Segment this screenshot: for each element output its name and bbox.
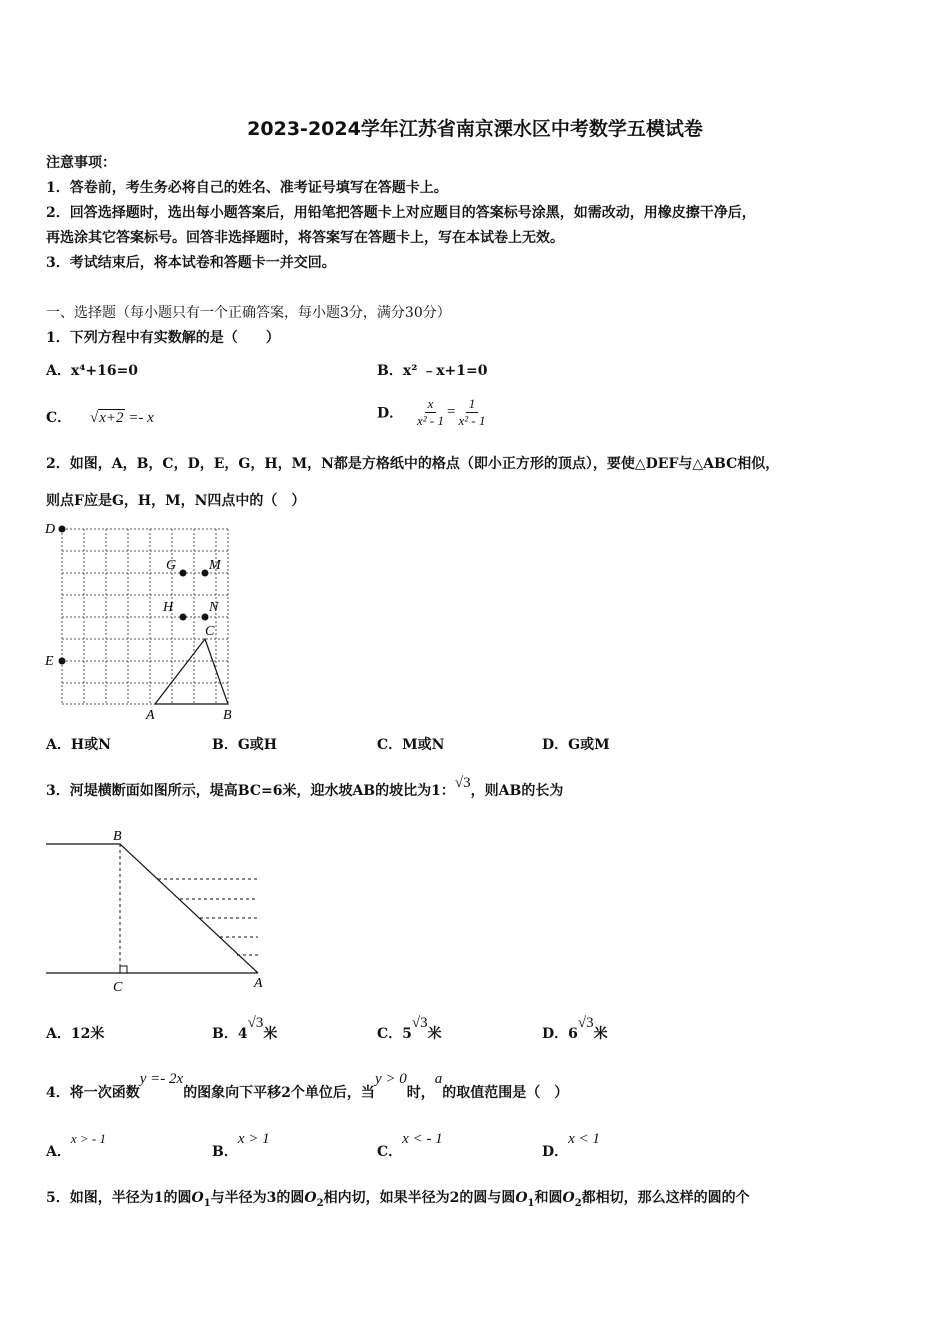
q4-c-label: C． xyxy=(377,1144,403,1160)
q4-stem xyxy=(46,1068,569,1101)
q4-d-text: x < 1 xyxy=(568,1131,600,1147)
q1-c-radicand: x+2 xyxy=(99,410,124,426)
q4-func: y =- 2x xyxy=(139,1071,184,1087)
q3-option-b xyxy=(212,1012,278,1042)
q3-stem-pre: 3．河堤横断面如图所示，堤高BC=6米，迎水坡AB的坡比为1： xyxy=(46,783,455,799)
q2-option-c: C．M或N xyxy=(377,737,445,753)
label-m: M xyxy=(209,558,221,573)
q5-o2: O xyxy=(304,1190,317,1206)
q1-option-d xyxy=(377,396,488,429)
q5-s2: 2 xyxy=(316,1197,324,1209)
q5-s4: 2 xyxy=(574,1197,582,1209)
q3-b-radicand: 3 xyxy=(255,1015,264,1031)
label-d: D xyxy=(45,522,56,537)
q1-d-num1: x xyxy=(425,396,437,413)
label-e: E xyxy=(45,654,54,669)
right-angle-mark xyxy=(120,966,127,973)
q4-option-d xyxy=(542,1128,600,1160)
q3-d-label: D．6 xyxy=(542,1026,578,1042)
q5-o3: O xyxy=(515,1190,528,1206)
q4-c-text: x < - 1 xyxy=(402,1131,443,1147)
q3-c-unit: 米 xyxy=(427,1026,442,1042)
q3-stem xyxy=(46,772,564,799)
q3-c-label: C．5 xyxy=(377,1026,412,1042)
q2-option-d: D．G或M xyxy=(542,737,610,753)
q5-stem xyxy=(46,1187,750,1209)
notice-heading: 注意事项： xyxy=(46,155,116,171)
triangle-abc xyxy=(155,639,228,704)
q4-stem-mid2: 时， xyxy=(406,1085,435,1101)
q2-stem-2: 则点F应是G，H，M，N四点中的（ ） xyxy=(46,493,306,509)
q2-option-a: A．H或N xyxy=(46,737,111,753)
point-g xyxy=(180,570,187,577)
label-c: C xyxy=(113,980,123,995)
q4-b-text: x > 1 xyxy=(237,1131,270,1147)
q3-d-unit: 米 xyxy=(593,1026,608,1042)
q3-dam-figure xyxy=(40,825,280,1000)
q1-c-sqrt: √x+2 xyxy=(90,410,124,426)
section-heading: 一、选择题（每小题只有一个正确答案，每小题3分，满分30分） xyxy=(46,305,451,321)
q3-d-radicand: 3 xyxy=(586,1015,594,1031)
q4-var: a xyxy=(434,1071,443,1087)
q5-p4: 和圆 xyxy=(534,1190,563,1206)
q1-option-b xyxy=(377,360,488,380)
slope-ab xyxy=(120,844,258,973)
notice-item-1: 1．答卷前，考生务必将自己的姓名、准考证号填写在答题卡上。 xyxy=(46,180,448,196)
q1-b-text: x² ﹣x+1=0 xyxy=(402,363,488,379)
q1-d-label: D． xyxy=(377,405,404,422)
q5-o4: O xyxy=(562,1190,575,1206)
q3-d-sqrt: √3 xyxy=(577,1015,594,1031)
q1-d-den2: x² - 1 xyxy=(458,413,486,428)
q1-d-eq: = xyxy=(447,404,456,420)
q4-a-text: x > - 1 xyxy=(70,1131,106,1146)
q1-d-frac1 xyxy=(414,396,447,429)
q5-o1: O xyxy=(191,1190,204,1206)
label-a: A xyxy=(254,976,263,991)
point-n xyxy=(202,614,209,621)
q5-s3: 1 xyxy=(527,1197,535,1209)
q4-stem-pre: 4．将一次函数 xyxy=(46,1085,140,1101)
q3-stem-post: ，则AB的长为 xyxy=(470,783,564,799)
page-title: 2023-2024学年江苏省南京溧水区中考数学五模试卷 xyxy=(247,118,703,140)
q5-p1: 5．如图，半径为1的圆 xyxy=(46,1190,192,1206)
q1-d-num2: 1 xyxy=(466,396,479,413)
q5-s1: 1 xyxy=(203,1197,211,1209)
q3-b-unit: 米 xyxy=(263,1026,278,1042)
q3-b-label: B．4 xyxy=(212,1026,248,1042)
label-c: C xyxy=(205,624,215,639)
point-h xyxy=(180,614,187,621)
q3-option-a: A．12米 xyxy=(46,1026,105,1042)
q4-stem-post: 的取值范围是（ ） xyxy=(442,1085,569,1101)
label-h: H xyxy=(163,600,174,615)
q4-b-label: B． xyxy=(212,1144,238,1160)
q1-b-label: B． xyxy=(377,363,403,379)
q4-option-a xyxy=(46,1128,106,1160)
q4-stem-mid: 的图象向下平移2个单位后，当 xyxy=(183,1085,375,1101)
q3-option-c xyxy=(377,1012,442,1042)
q3-option-d xyxy=(542,1012,608,1042)
q1-a-text: x⁴+16=0 xyxy=(70,363,139,379)
point-m xyxy=(202,570,209,577)
q3-stem-sqrt: √3 xyxy=(454,775,471,791)
point-e xyxy=(59,658,66,665)
q5-p2: 与半径为3的圆 xyxy=(210,1190,305,1206)
notice-item-2-cont: 再选涂其它答案标号。回答非选择题时，将答案写在答题卡上，写在本试卷上无效。 xyxy=(46,230,564,246)
q1-a-label: A． xyxy=(46,363,71,379)
q2-grid-figure xyxy=(40,515,240,725)
label-a: A xyxy=(146,708,155,723)
q2-stem-1: 2．如图，A，B，C，D，E，G，H，M，N都是方格纸中的格点（即小正方形的顶点），要使△DEF与△ABC相似， xyxy=(46,456,780,472)
q4-option-c xyxy=(377,1128,443,1160)
point-d xyxy=(59,526,66,533)
q1-option-a xyxy=(46,360,138,380)
q1-d-den1: x² - 1 xyxy=(417,413,445,428)
q3-c-radicand: 3 xyxy=(420,1015,428,1031)
notice-item-3: 3．考试结束后，将本试卷和答题卡一并交回。 xyxy=(46,255,336,271)
q3-stem-radicand: 3 xyxy=(463,775,471,791)
q1-c-rest: =- x xyxy=(128,410,154,426)
q4-d-label: D． xyxy=(542,1144,569,1160)
q5-p5: 都相切，那么这样的圆的个 xyxy=(581,1190,750,1206)
q4-option-b xyxy=(212,1128,270,1160)
q1-option-c xyxy=(46,407,154,427)
q5-p3: 相内切，如果半径为2的圆与圆 xyxy=(323,1190,516,1206)
q3-c-sqrt: √3 xyxy=(411,1015,428,1031)
label-b: B xyxy=(113,829,122,844)
label-b: B xyxy=(223,708,232,723)
q1-d-frac2 xyxy=(455,396,488,429)
label-g: G xyxy=(166,558,177,573)
q1-c-expr xyxy=(90,410,154,426)
q3-b-sqrt: √3 xyxy=(247,1015,264,1031)
label-n: N xyxy=(209,600,219,615)
q4-a-label: A． xyxy=(46,1144,71,1160)
q1-c-label: C． xyxy=(46,410,72,426)
q2-option-b: B．G或H xyxy=(212,737,278,753)
notice-item-2: 2．回答选择题时，选出每小题答案后，用铅笔把答题卡上对应题目的答案标号涂黑，如需改动，用橡皮擦干净后， xyxy=(46,205,756,221)
q4-cond: y > 0 xyxy=(374,1071,407,1087)
q1-stem: 1．下列方程中有实数解的是（ ） xyxy=(46,330,280,346)
